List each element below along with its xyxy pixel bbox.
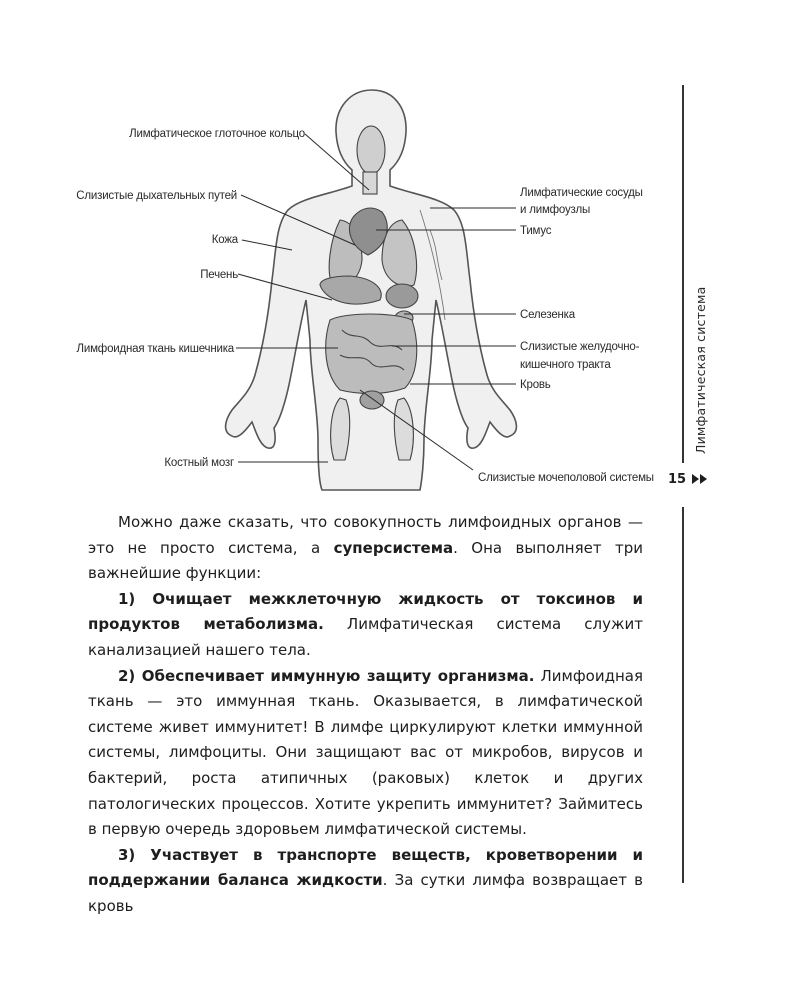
label-gut-lymphoid: Лимфоидная ткань кишечника [76,343,234,355]
label-gi-mucosa-2: кишечного тракта [520,359,611,371]
side-rule-top [682,85,684,463]
paragraph-function-3: 3) Участвует в транспорте веществ, кроветворении и поддержании баланса жидкости. За сутки лимфа возвращает в кровь [88,845,643,915]
label-spleen: Селезенка [520,309,575,321]
body-text [88,510,643,920]
emphasis-supersystem: суперсистема [333,538,454,557]
running-head-text: Лимфатическая система [693,286,708,454]
running-head [690,286,710,460]
label-blood: Кровь [520,379,551,391]
paragraph-function-2: 2) Обеспечивает иммунную защиту организма. Лимфоидная ткань — это иммунная ткань. Оказывается, в лимфатической системе живет иммунитет! В лимфе циркулируют клетки иммунной системы, лимфоциты. Они защищают вас от микробов, вирусов и бактерий, роста атипичных (раковых) клеток и других патологических процессов. Хотите укрепить иммунитет? Займитесь в первую очередь здоровьем лимфатической системы. [88,666,643,839]
label-lymph-vessels-1: Лимфатические сосуды [520,187,643,199]
label-thymus: Тимус [520,225,552,237]
label-gi-mucosa-1: Слизистые желудочно- [520,341,640,353]
label-pharyngeal-ring: Лимфатическое глоточное кольцо [129,128,305,140]
label-lymph-vessels-2: и лимфоузлы [520,204,591,216]
label-liver: Печень [200,269,238,281]
label-bone-marrow: Костный мозг [164,457,234,469]
page-number: 15 [668,472,687,487]
paragraph-intro: Можно даже сказать, что совокупность лимфоидных органов — это не просто система, а суперсистема. Она выполняет три важнейшие функции: [88,513,643,583]
double-arrow-icon [692,473,708,485]
label-skin: Кожа [211,234,238,246]
label-urogenital-mucosa: Слизистые мочеполовой системы [478,472,654,484]
paragraph-function-1: 1) Очищает межклеточную жидкость от токсинов и продуктов метаболизма. Лимфатическая система служит канализацией нашего тела. [88,589,643,659]
side-rule-bottom [682,507,684,883]
label-respiratory-mucosa: Слизистые дыхательных путей [76,190,237,202]
